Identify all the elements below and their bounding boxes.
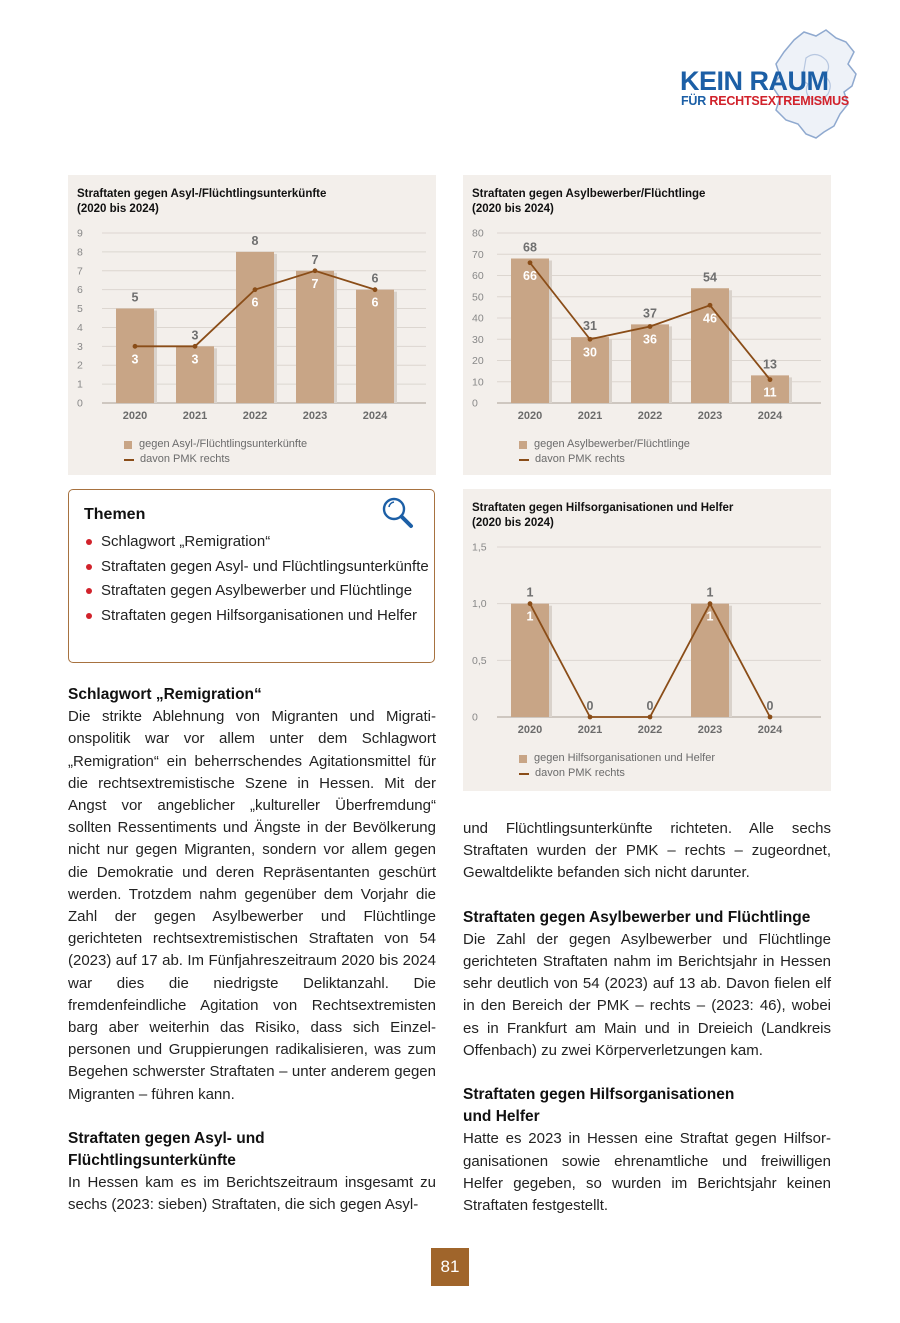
y-tick-label: 60: [472, 270, 484, 282]
bar-value-label: 0: [586, 699, 594, 713]
bar-value-label: 8: [251, 233, 259, 248]
y-tick-label: 20: [472, 355, 484, 367]
y-tick-label: 5: [77, 303, 83, 316]
y-tick-label: 9: [77, 227, 83, 240]
y-tick-label: 1: [77, 378, 83, 391]
line-value-label: 3: [131, 352, 139, 367]
legend-line-label: davon PMK rechts: [140, 453, 230, 465]
line-value-label: 46: [703, 311, 717, 326]
y-tick-label: 0: [77, 397, 83, 410]
line-point: [253, 287, 258, 292]
line-point: [313, 268, 318, 273]
line-value-label: 6: [371, 295, 379, 310]
legend-bar-swatch: [519, 755, 527, 763]
y-tick-label: 0: [472, 711, 478, 724]
bar-value-label: 13: [763, 357, 777, 372]
line-value-label: 36: [643, 332, 657, 347]
bar-value-label: 31: [583, 319, 597, 334]
y-tick-label: 0: [472, 397, 478, 410]
chart-title: Straftaten gegen Asylbewerber/Flüchtlinge (2020 bis 2024): [472, 188, 706, 215]
y-tick-label: 6: [77, 284, 83, 297]
x-tick-label: 2020: [517, 410, 543, 422]
chart-legend: [519, 437, 690, 467]
legend-bar-swatch: [124, 441, 132, 449]
line-point: [648, 715, 653, 720]
bar-value-label: 5: [131, 290, 139, 305]
line-point: [708, 601, 713, 606]
y-tick-label: 80: [472, 227, 484, 240]
chart-hilfsorganisationen: [463, 489, 831, 791]
y-tick-label: 8: [77, 246, 83, 259]
legend-bar-label: gegen Asyl-/Flüchtlingsunterkünfte: [139, 438, 308, 450]
y-tick-label: 3: [77, 340, 83, 353]
y-tick-label: 2: [77, 359, 83, 372]
right-column: [463, 818, 831, 1217]
line-value-label: 30: [583, 345, 597, 360]
x-tick-label: 2024: [362, 410, 388, 422]
chart-title: Straftaten gegen Asyl-/Flüchtlingsunterkünfte (2020 bis 2024): [77, 188, 327, 215]
bar-value-label: 0: [766, 699, 774, 713]
paragraph: Die strikte Ablehnung von Migranten und Migrationspolitik war vor allem unter dem Schlagwort „Remigration“ ein beherrschendes Agitationsmittel für die rechtsextremistische Szene in Hessen. Mit der Angst vor angeblicher „kultureller Überfremdung“ sollten Ressentiments und Ängste in der Bevölkerung nicht nur gegen Migranten, sondern vor allem gegen die Demokratie und deren Repräsentanten geschürt werden. Trotzdem nahm gegenüber dem Vorjahr die Zahl der gegen Asylbewerber und Flüchtlinge gerichteten rechtsextremistischen Straftaten von 54 (2023) auf 17 ab. Im Fünfjahreszeitraum 2020 bis 2024 war dies die niedrigste Deliktanzahl. Die fremdenfeindliche Agitation von Rechtsextremisten barg aber weiterhin das Risiko, dass sich Einzelpersonen und Gruppierungen radikalisieren, was zum Begehen schwerster Straftaten – unter anderem gegen Migranten – führen kann.: [68, 708, 436, 1103]
y-tick-label: 7: [77, 265, 83, 278]
legend-line-swatch: [124, 459, 134, 461]
line-point: [528, 260, 533, 265]
line-point: [768, 715, 773, 720]
line-point: [193, 344, 198, 349]
line-point: [588, 715, 593, 720]
themen-item: Straftaten gegen Hilfsorganisationen und Helfer: [84, 604, 429, 628]
paragraph: und Flüchtlingsunterkünfte richteten. Alle sechs Straftaten wurden der PMK – rechts – zugeordnet, Gewaltdelikte befanden sich nicht darunter.: [463, 820, 831, 882]
bar-value-label: 37: [643, 306, 657, 321]
chart-legend: [124, 437, 307, 467]
x-tick-label: 2022: [637, 724, 663, 736]
themen-list: [84, 530, 429, 628]
x-tick-label: 2021: [182, 410, 208, 422]
x-tick-label: 2022: [242, 410, 268, 422]
paragraph: Die Zahl der gegen Asylbewerber und Flüchtlinge gerichteten Straftaten nahm im Berichtsjahr in Hessen sehr deutlich von 54 (2023) auf 13 ab. Davon fielen elf in den Bereich der PMK – rechts – (2023: 46), wobei es in Frankfurt am Main und in Dreieich (Landkreis Offenbach) zu zwei Körperverletzungen kam.: [463, 930, 831, 1059]
x-tick-label: 2023: [697, 724, 723, 736]
legend-line-label: davon PMK rechts: [535, 453, 625, 465]
chart-asyl-unterkuenfte: [68, 175, 436, 475]
line-point: [708, 303, 713, 308]
chart-title: Straftaten gegen Hilfsorganisationen und Helfer (2020 bis 2024): [472, 502, 734, 529]
bar-value-label: 6: [371, 271, 379, 286]
line-point: [588, 337, 593, 342]
line-value-label: 1: [526, 609, 534, 624]
bar-value-label: 0: [646, 699, 654, 713]
y-tick-label: 30: [472, 333, 484, 346]
line-point: [373, 287, 378, 292]
line-point: [768, 377, 773, 382]
legend-line-swatch: [519, 459, 529, 461]
y-tick-label: 1,5: [472, 541, 487, 554]
x-tick-label: 2021: [577, 724, 603, 736]
line-value-label: 1: [706, 609, 714, 624]
line-value-label: 6: [251, 295, 259, 310]
bar-value-label: 3: [191, 328, 199, 343]
themen-item: Straftaten gegen Asylbewerber und Flüchtlinge: [84, 579, 429, 603]
line-point: [133, 344, 138, 349]
bar: [236, 252, 274, 403]
page-number: 81: [431, 1248, 469, 1286]
x-tick-label: 2021: [577, 410, 603, 422]
legend-bar-swatch: [519, 441, 527, 449]
x-tick-label: 2024: [757, 410, 783, 422]
logo: [676, 28, 866, 140]
chart-svg: [68, 175, 436, 475]
heading-asylbewerber: Straftaten gegen Asylbewerber und Flüchtlinge: [463, 908, 811, 926]
chart-svg: [463, 175, 831, 475]
line-point: [528, 601, 533, 606]
left-column: [68, 684, 436, 1217]
chart-asylbewerber: [463, 175, 831, 475]
legend-line-swatch: [519, 773, 529, 775]
y-tick-label: 10: [472, 376, 484, 389]
line-value-label: 66: [523, 268, 537, 283]
themen-item: Schlagwort „Remigration“: [84, 530, 429, 554]
line-point: [648, 324, 653, 329]
legend-line-label: davon PMK rechts: [535, 767, 625, 779]
logo-subtitle: FÜR RECHTSEXTREMISMUS: [681, 94, 850, 108]
heading-unterkuenfte: Straftaten gegen Asyl- und Flüchtlingsunterkünfte: [68, 1129, 265, 1170]
bar-value-label: 68: [523, 240, 537, 255]
heading-remigration: Schlagwort „Remigration“: [68, 686, 262, 703]
magnifier-icon: [380, 495, 416, 531]
bar-value-label: 54: [703, 270, 717, 285]
y-tick-label: 50: [472, 291, 484, 304]
paragraph: In Hessen kam es im Berichtszeitraum insgesamt zu sechs (2023: sieben) Straftaten, die sich gegen Asyl-: [68, 1174, 436, 1214]
bar-value-label: 1: [526, 585, 534, 600]
chart-svg: [463, 489, 831, 791]
chart-legend: [519, 751, 715, 781]
logo-title: KEIN RAUM: [680, 66, 829, 96]
bar-value-label: 7: [311, 252, 319, 267]
x-tick-label: 2022: [637, 410, 663, 422]
x-tick-label: 2024: [757, 724, 783, 736]
legend-bar-label: gegen Hilfsorganisationen und Helfer: [534, 752, 716, 764]
y-tick-label: 0,5: [472, 654, 487, 667]
x-tick-label: 2020: [517, 724, 543, 736]
y-tick-label: 4: [77, 321, 83, 334]
themen-title: Themen: [84, 506, 146, 523]
line-value-label: 7: [311, 276, 319, 291]
y-tick-label: 40: [472, 312, 484, 325]
x-tick-label: 2023: [697, 410, 723, 422]
themen-box: [68, 489, 435, 663]
themen-item: Straftaten gegen Asyl- und Flüchtlingsunterkünfte: [84, 555, 429, 579]
y-tick-label: 70: [472, 248, 484, 261]
y-tick-label: 1,0: [472, 598, 487, 611]
x-tick-label: 2020: [122, 410, 148, 422]
bar-value-label: 1: [706, 585, 714, 600]
legend-bar-label: gegen Asylbewerber/Flüchtlinge: [534, 438, 690, 450]
heading-hilfsorganisationen: Straftaten gegen Hilfsorganisationen und Helfer: [463, 1086, 735, 1126]
x-tick-label: 2023: [302, 410, 328, 422]
line-value-label: 11: [763, 385, 777, 400]
paragraph: Hatte es 2023 in Hessen eine Straftat gegen Hilfsorganisationen sowie ehrenamtliche und freiwilligen Helfer gegeben, so wurden im Berichtsjahr keinen Straftaten festgestellt.: [463, 1130, 831, 1215]
line-value-label: 3: [191, 352, 199, 367]
